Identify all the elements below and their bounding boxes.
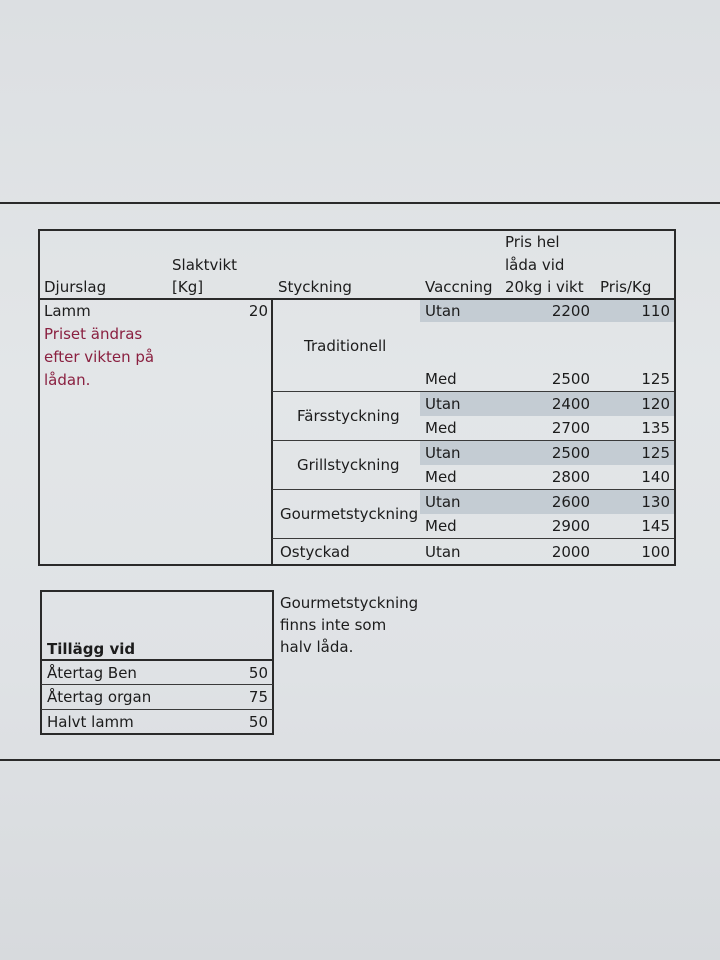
styckning-ostyckad: Ostyckad xyxy=(280,543,350,561)
price-per-kg-cell: 130 xyxy=(641,493,670,511)
price-note-line1: Priset ändras xyxy=(44,325,143,343)
styckning-grillstyckning: Grillstyckning xyxy=(297,456,400,474)
addon-row-divider xyxy=(41,709,273,710)
price-note-line2: efter vikten på xyxy=(44,348,155,366)
group-separator xyxy=(272,440,674,441)
vaccning-cell: Utan xyxy=(425,395,461,413)
addon-value: 50 xyxy=(248,713,268,731)
price-cell: 2200 xyxy=(551,302,590,320)
group-separator xyxy=(272,391,674,392)
price-per-kg-cell: 140 xyxy=(641,468,670,486)
header-slaktvikt-line2: [Kg] xyxy=(172,278,204,296)
price-per-kg-cell: 100 xyxy=(641,543,670,561)
price-cell: 2700 xyxy=(551,419,590,437)
side-note-line2: finns inte som xyxy=(280,616,387,634)
price-cell: 2000 xyxy=(551,543,590,561)
vaccning-cell: Utan xyxy=(425,543,461,561)
vaccning-cell: Med xyxy=(425,419,457,437)
vaccning-cell: Med xyxy=(425,468,457,486)
top-rule xyxy=(0,202,720,204)
price-cell: 2900 xyxy=(551,517,590,535)
addon-row-divider xyxy=(41,684,273,685)
group-separator xyxy=(272,538,674,539)
price-cell: 2500 xyxy=(551,444,590,462)
price-cell: 2600 xyxy=(551,493,590,511)
addon-border-left xyxy=(40,590,42,735)
header-slaktvikt-line1: Slaktvikt xyxy=(172,256,238,274)
header-styckning: Styckning xyxy=(278,278,352,296)
header-pris-hel-line3: 20kg i vikt xyxy=(505,278,584,296)
table-border-bottom xyxy=(38,564,676,566)
table-border-top xyxy=(38,229,676,231)
price-per-kg-cell: 125 xyxy=(641,444,670,462)
styckning-farsstyckning: Färsstyckning xyxy=(297,407,400,425)
addon-border-right xyxy=(272,590,274,735)
header-vaccning: Vaccning xyxy=(425,278,493,296)
group-separator xyxy=(272,489,674,490)
vaccning-cell: Utan xyxy=(425,493,461,511)
addon-border-top xyxy=(40,590,274,592)
addon-label: Halvt lamm xyxy=(47,713,134,731)
table-border-left xyxy=(38,229,40,566)
styckning-gourmetstyckning: Gourmetstyckning xyxy=(280,505,419,523)
styckning-traditionell: Traditionell xyxy=(304,337,387,355)
animal-name: Lamm xyxy=(44,302,91,320)
header-pris-hel-line1: Pris hel xyxy=(505,233,560,251)
price-cell: 2400 xyxy=(551,395,590,413)
addon-border-bottom xyxy=(40,733,274,735)
table-border-right xyxy=(674,229,676,566)
price-cell: 2800 xyxy=(551,468,590,486)
weight-value: 20 xyxy=(248,302,268,320)
addon-value: 50 xyxy=(248,664,268,682)
price-per-kg-cell: 125 xyxy=(641,370,670,388)
header-pris-kg: Pris/Kg xyxy=(600,278,652,296)
price-cell: 2500 xyxy=(551,370,590,388)
side-note-line3: halv låda. xyxy=(280,638,354,656)
price-per-kg-cell: 135 xyxy=(641,419,670,437)
header-djurslag: Djurslag xyxy=(44,278,107,296)
price-per-kg-cell: 110 xyxy=(641,302,670,320)
header-pris-hel-line2: låda vid xyxy=(505,256,565,274)
addon-value: 75 xyxy=(248,688,268,706)
price-note-line3: lådan. xyxy=(44,371,91,389)
bottom-rule xyxy=(0,759,720,761)
styckning-column-border xyxy=(271,298,273,566)
vaccning-cell: Med xyxy=(425,370,457,388)
addon-label: Återtag Ben xyxy=(47,664,137,682)
addon-label: Återtag organ xyxy=(47,688,152,706)
price-per-kg-cell: 120 xyxy=(641,395,670,413)
addon-header: Tillägg vid xyxy=(47,640,136,658)
vaccning-cell: Med xyxy=(425,517,457,535)
price-per-kg-cell: 145 xyxy=(641,517,670,535)
vaccning-cell: Utan xyxy=(425,302,461,320)
side-note-line1: Gourmetstyckning xyxy=(280,594,419,612)
vaccning-cell: Utan xyxy=(425,444,461,462)
